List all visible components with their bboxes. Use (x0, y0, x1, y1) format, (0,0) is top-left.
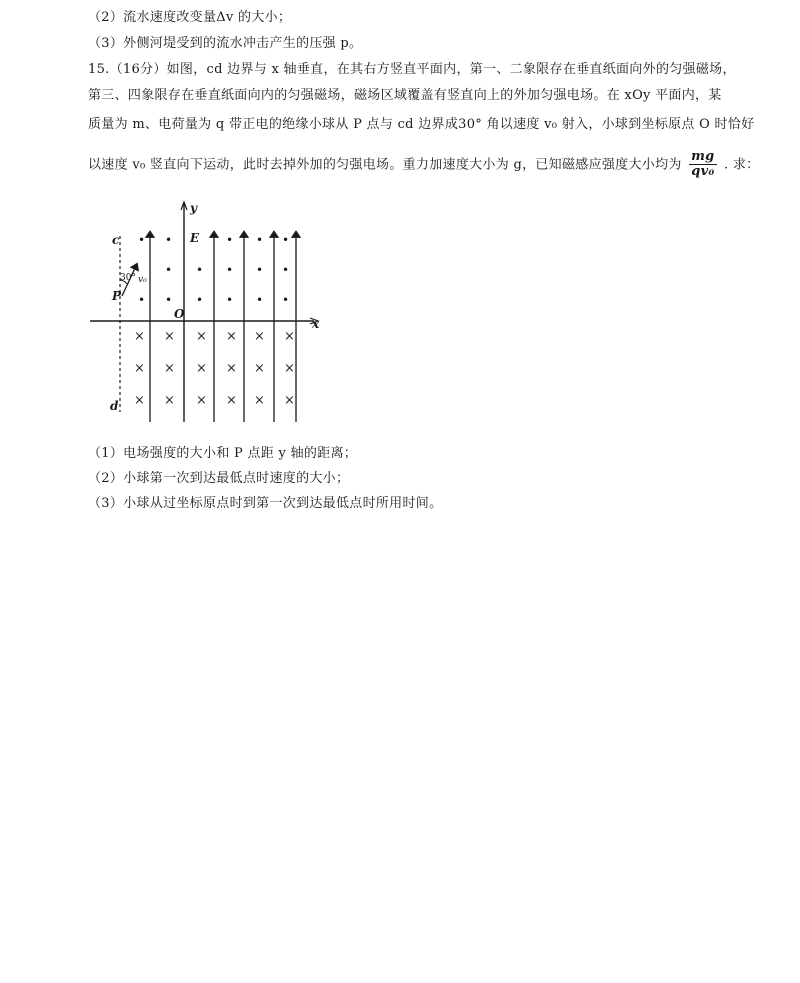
label-y: y (190, 201, 197, 215)
cross-icon: × (164, 393, 175, 408)
prev-question-part3: （3）外侧河堤受到的流水冲击产生的压强 p。 (88, 36, 363, 51)
cross-icon: × (134, 361, 145, 376)
cross-icon: × (226, 361, 237, 376)
q15-sub2: （2）小球第一次到达最低点时速度的大小； (88, 471, 350, 486)
label-e-field: E (190, 231, 200, 245)
dot-icon: • (138, 233, 146, 247)
cross-icon: × (254, 361, 265, 376)
label-origin: O (174, 307, 185, 321)
dot-icon: • (256, 263, 264, 277)
dot-icon: • (165, 293, 173, 307)
cross-icon: × (284, 393, 295, 408)
dot-icon: • (165, 263, 173, 277)
dot-icon: • (196, 263, 204, 277)
fraction-denominator: qv₀ (691, 164, 715, 180)
dot-icon: • (165, 233, 173, 247)
cross-icon: × (254, 393, 265, 408)
cross-icon: × (134, 329, 145, 344)
dot-icon: • (226, 263, 234, 277)
b-field-fraction (689, 150, 716, 180)
cross-icon: × (164, 361, 175, 376)
q15-sub3: （3）小球从过坐标原点时到第一次到达最低点时所用时间。 (88, 496, 443, 511)
cross-icon: × (164, 329, 175, 344)
cross-icon: × (284, 361, 295, 376)
dot-icon: • (282, 263, 290, 277)
label-angle: 30° (120, 273, 136, 283)
dot-icon: • (256, 293, 264, 307)
q15-line2: 第三、四象限存在垂直纸面向内的匀强磁场，磁场区域覆盖有竖直向上的外加匀强电场。在 xOy 平面内，某 (88, 88, 722, 103)
cross-icon: × (196, 361, 207, 376)
dot-icon: • (256, 233, 264, 247)
label-p: P (112, 289, 122, 303)
q15-line4-pre: 以速度 v₀ 竖直向下运动，此时去掉外加的匀强电场。重力加速度大小为 g，已知磁感应强度大小均为 (88, 157, 682, 173)
cross-icon: × (254, 329, 265, 344)
label-x: x (312, 317, 320, 331)
field-diagram (86, 200, 336, 430)
dot-icon: • (282, 293, 290, 307)
cross-icon: × (134, 393, 145, 408)
cross-icon: × (284, 329, 295, 344)
prev-question-part2: （2）流水速度改变量Δv 的大小； (88, 10, 292, 25)
label-d: d (110, 399, 119, 413)
dot-icon: • (226, 293, 234, 307)
cross-icon: × (196, 329, 207, 344)
q15-line1: 15.（16分）如图，cd 边界与 x 轴垂直，在其右方竖直平面内，第一、二象限存在垂直纸面向外的匀强磁场， (88, 62, 736, 77)
dot-icon: • (282, 233, 290, 247)
cross-icon: × (226, 393, 237, 408)
dot-icon: • (226, 233, 234, 247)
label-c: c (112, 233, 120, 247)
cross-icon: × (196, 393, 207, 408)
fraction-numerator: mg (691, 149, 715, 164)
dot-icon: • (138, 293, 146, 307)
q15-line3: 质量为 m、电荷量为 q 带正电的绝缘小球从 P 点与 cd 边界成30° 角以速度 v₀ 射入，小球到坐标原点 O 时恰好 (88, 117, 755, 132)
cross-icon: × (226, 329, 237, 344)
q15-line4 (88, 150, 759, 180)
label-v0: v₀ (138, 275, 147, 285)
q15-line4-post: . 求： (724, 157, 760, 173)
q15-sub1: （1）电场强度的大小和 P 点距 y 轴的距离； (88, 446, 358, 461)
dot-icon: • (196, 293, 204, 307)
